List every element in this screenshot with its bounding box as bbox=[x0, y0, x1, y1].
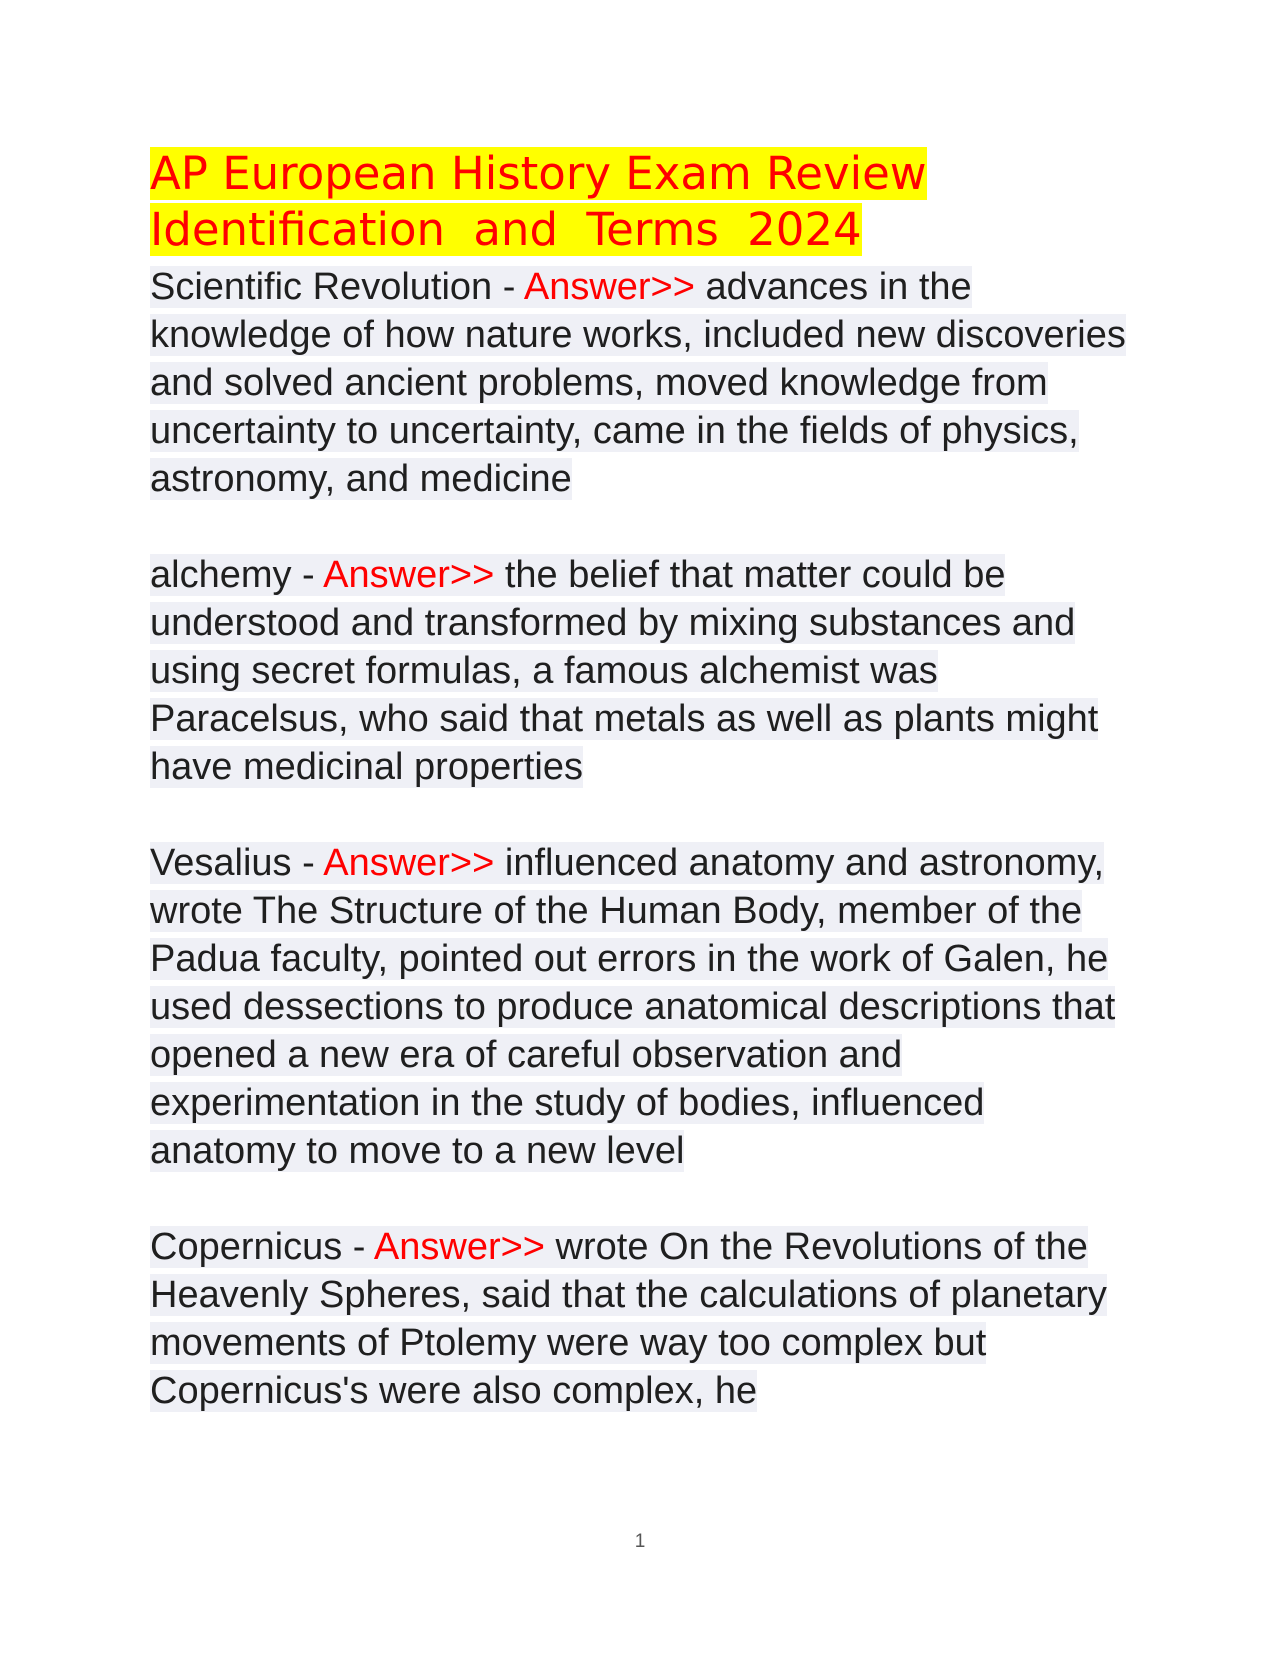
document-title bbox=[150, 146, 1150, 258]
term-list bbox=[150, 263, 1130, 1463]
term-label: Vesalius - bbox=[150, 842, 324, 884]
term-definition: advances in the knowledge of how nature works, included new discoveries and solved ancient problems, moved knowledge from uncertainty to uncertainty, came in the fields of physics, astronomy, and medicine bbox=[150, 266, 1126, 500]
term-definition: the belief that matter could be understood and transformed by mixing substances and using secret formulas, a famous alchemist was Paracelsus, who said that metals as well as plants might have medicinal properties bbox=[150, 554, 1099, 788]
title-line-2-text: Identification and Terms 2024 bbox=[150, 203, 862, 256]
term-entry-alchemy bbox=[150, 551, 1130, 791]
title-line-1 bbox=[150, 146, 1150, 202]
term-entry-copernicus bbox=[150, 1223, 1130, 1415]
answer-marker: Answer>> bbox=[323, 554, 495, 596]
title-line-2 bbox=[150, 202, 1150, 258]
term-label: Scientific Revolution - bbox=[150, 266, 524, 308]
term-label: Copernicus - bbox=[150, 1226, 374, 1268]
answer-marker: Answer>> bbox=[323, 842, 495, 884]
answer-marker: Answer>> bbox=[373, 1226, 545, 1268]
term-label: alchemy - bbox=[150, 554, 324, 596]
title-line-1-text: AP European History Exam Review bbox=[150, 147, 927, 200]
page-number: 1 bbox=[634, 1531, 646, 1552]
term-entry-vesalius bbox=[150, 839, 1130, 1175]
term-definition: influenced anatomy and astronomy, wrote The Structure of the Human Body, member of the Padua faculty, pointed out errors in the work of Galen, he used dessections to produce anatomical descriptions that opened a new era of careful observation and experimentation in the study of bodies, influenced anatomy to move to a new level bbox=[150, 842, 1116, 1172]
term-definition: wrote On the Revolutions of the Heavenly Spheres, said that the calculations of planetary movements of Ptolemy were way too complex but Copernicus's were also complex, he bbox=[150, 1226, 1107, 1412]
answer-marker: Answer>> bbox=[523, 266, 695, 308]
term-entry-scientific-revolution bbox=[150, 263, 1130, 503]
